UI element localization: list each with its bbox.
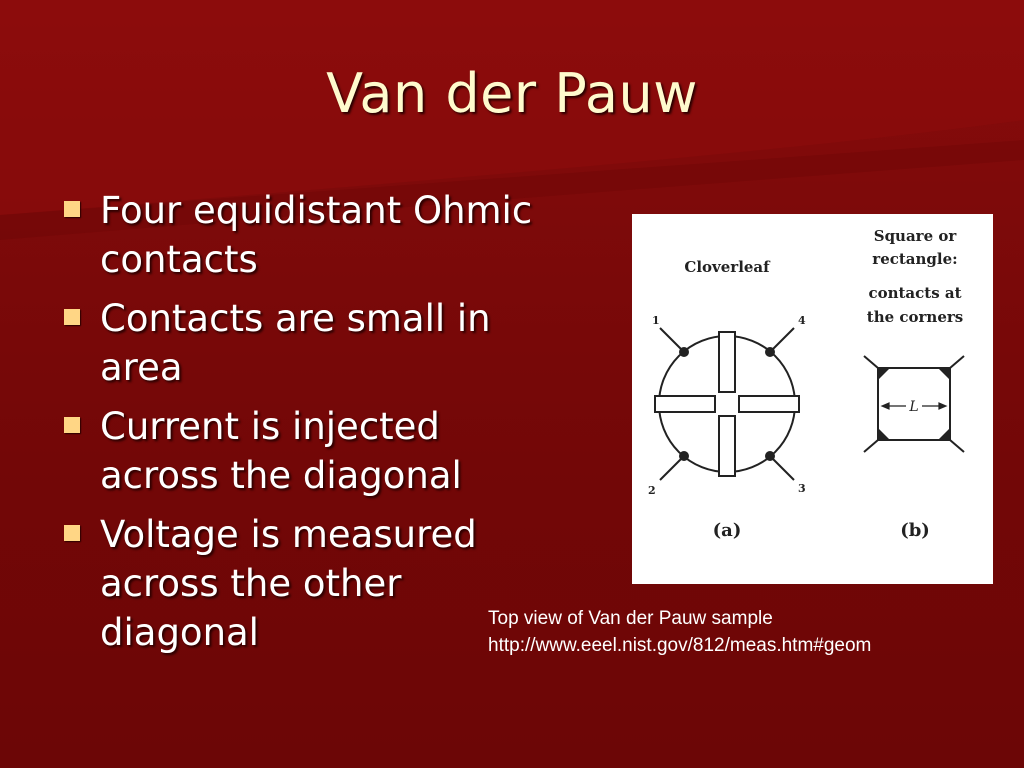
bullet-item [60, 402, 580, 500]
caption-text: Top view of Van der Pauw sample [488, 608, 773, 629]
bullet-text-line: Current is injected [100, 405, 440, 448]
contact-label-3: 3 [798, 482, 806, 495]
square-label-line1: Square or [873, 227, 957, 245]
bullet-list [60, 186, 580, 667]
figure-diagram [632, 214, 993, 584]
van-der-pauw-figure [632, 214, 993, 584]
square-label-line3: contacts at [868, 284, 962, 302]
square-label-line4: the corners [866, 308, 964, 326]
caption-url[interactable]: http://www.eeel.nist.gov/812/meas.htm#geom [488, 635, 872, 656]
cloverleaf-label: Cloverleaf [684, 258, 770, 276]
bullet-text-line: across the diagonal [100, 454, 462, 497]
bullet-text-line: area [100, 346, 183, 389]
bullet-text-line: across the other [100, 562, 402, 605]
bullet-square-icon [64, 417, 80, 433]
square-label-line2: rectangle: [872, 250, 958, 268]
figure-caption [488, 605, 871, 659]
bullet-text-line: Contacts are small in [100, 297, 491, 340]
bullet-text-line: contacts [100, 238, 258, 281]
contact-label-4: 4 [798, 314, 806, 327]
length-label: L [909, 399, 919, 415]
panel-b-label: (b) [900, 520, 930, 541]
bullet-item [60, 186, 580, 284]
bullet-text-line: Four equidistant Ohmic [100, 189, 533, 232]
slide-title: Van der Pauw [326, 62, 698, 125]
bullet-square-icon [64, 201, 80, 217]
contact-label-1: 1 [652, 314, 660, 327]
bullet-square-icon [64, 309, 80, 325]
contact-label-2: 2 [648, 484, 656, 497]
bullet-square-icon [64, 525, 80, 541]
bullet-item [60, 294, 580, 392]
bullet-text-line: Voltage is measured [100, 513, 477, 556]
panel-a-label: (a) [712, 520, 742, 541]
cloverleaf-slots [655, 332, 799, 476]
bullet-text-line: diagonal [100, 611, 259, 654]
